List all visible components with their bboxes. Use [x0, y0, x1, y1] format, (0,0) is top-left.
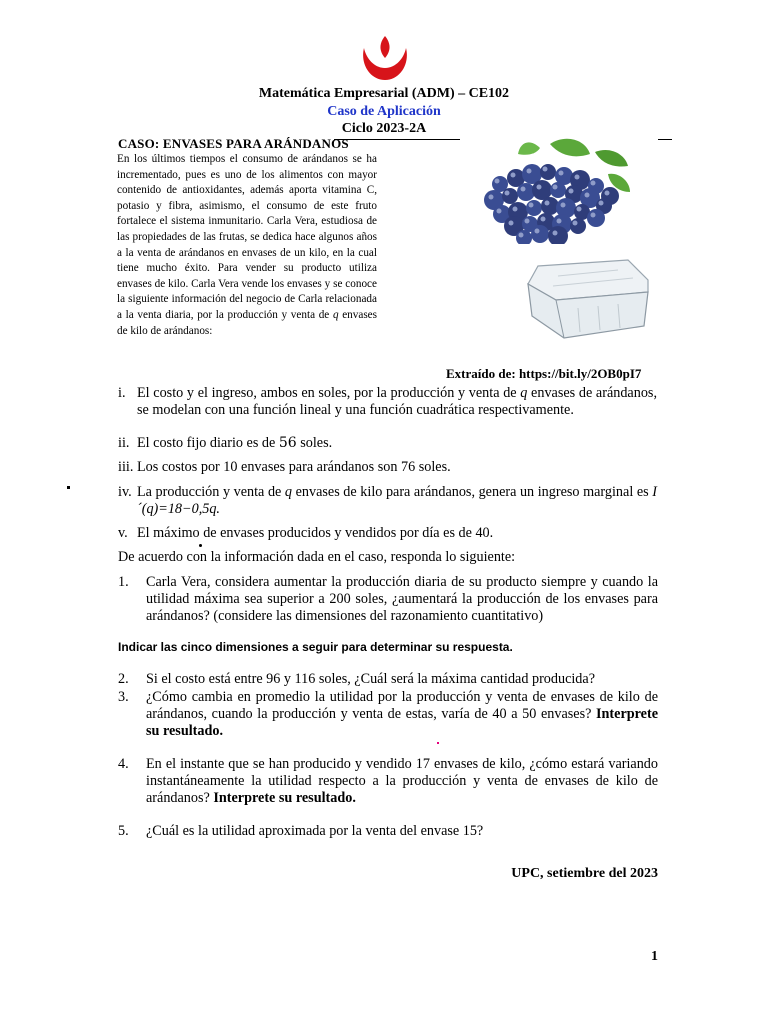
blueberry [526, 200, 542, 216]
blueberry-highlight [557, 219, 562, 224]
question-number: 1. [118, 574, 129, 590]
blueberry [531, 225, 549, 243]
footer-date: UPC, setiembre del 2023 [511, 866, 658, 881]
image-source: Extraído de: https://bit.ly/2OB0pI7 [446, 366, 642, 381]
blueberry [570, 218, 586, 234]
blueberry-highlight [577, 207, 582, 212]
condition-number: i. [118, 385, 126, 401]
blueberry [502, 188, 518, 204]
blueberry-highlight [585, 193, 590, 198]
marginal-revenue-formula: I ´(q)=18−0,5q. [137, 484, 657, 517]
blueberry-highlight [575, 175, 580, 180]
page-number: 1 [651, 949, 658, 964]
question-text: Si el costo está entre 96 y 116 soles, ¿Cuál será la máxima cantidad producida? [146, 671, 595, 687]
question-text: ¿Cómo cambia en promedio la utilidad por la producción y venta de envases de kilo de arándanos, cuando la producción y venta de estas, varía de 40 a 50 envases? Interprete su resultado. [146, 689, 658, 739]
dimensions-hint: Indicar las cinco dimensiones a seguir para determinar su respuesta. [118, 640, 513, 654]
case-description: En los últimos tiempos el consumo de arándanos se ha incrementado, pues es uno de los alimentos con mayor contenido de antioxidantes, además aporta vitamina C, potasio y fibra, asimismo, el consumo de este fruto fortalece el sistema inmunitario. Carla Vera, estudiosa de las propiedades de las frutas, se dedica hace algunos años a la venta de arándanos en envases de un kilo, en la cual tiene mucho éxito. Para vender su producto utiliza envases de kilo. Carla Vera vende los envases y se conoce la siguiente información del negocio de Carla relacionada a la venta diaria, por la producción y venta de q envases de kilo de arándanos: [117, 153, 377, 337]
blueberries-image [480, 134, 640, 244]
blueberry-highlight [545, 201, 550, 206]
blueberry-highlight [527, 169, 532, 174]
blueberry-highlight [525, 219, 530, 224]
blueberry-highlight [559, 171, 564, 176]
condition-number: v. [118, 525, 128, 541]
blueberry-highlight [535, 229, 540, 234]
blueberry-highlight [599, 201, 604, 206]
blueberry [587, 209, 605, 227]
stray-bullet [67, 486, 70, 489]
condition-text: El costo fijo diario es de 56 soles. [137, 435, 333, 451]
header-rule [334, 139, 460, 140]
question-text: ¿Cuál es la utilidad aproximada por la venta del envase 15? [146, 823, 484, 839]
blueberry-highlight [509, 221, 514, 226]
blueberry-highlight [553, 231, 558, 236]
blueberry-highlight [489, 195, 494, 200]
blueberry-highlight [541, 217, 546, 222]
blueberry-highlight [505, 191, 510, 196]
course-title: Matemática Empresarial (ADM) – CE102 [258, 86, 510, 101]
blueberry-highlight [543, 167, 548, 172]
condition-text: El máximo de envases producidos y vendidos por día es de 40. [137, 525, 494, 541]
upc-logo [358, 34, 412, 84]
blueberry-highlight [497, 209, 502, 214]
blueberry-highlight [591, 213, 596, 218]
condition-number: ii. [118, 435, 130, 451]
blueberry [540, 164, 556, 180]
blueberry-highlight [569, 189, 574, 194]
stray-dot [199, 544, 202, 547]
blueberry-highlight [591, 181, 596, 186]
question-text: Carla Vera, considera aumentar la producción diaria de su producto siempre y cuando la utilidad máxima sea superior a 200 soles, ¿aumentará la producción de los envases para arándanos? (considere las dimensiones del razonamiento cuantitativo) [146, 574, 658, 624]
blueberry-highlight [553, 185, 558, 190]
question-number: 3. [118, 689, 129, 705]
blueberry-highlight [495, 179, 500, 184]
blueberry-highlight [605, 191, 610, 196]
condition-number: iv. [118, 484, 132, 500]
blueberry-highlight [573, 221, 578, 226]
condition-text: Los costos por 10 envases para arándanos son 76 soles. [137, 459, 451, 475]
question-number: 2. [118, 671, 129, 687]
blueberry-highlight [561, 203, 566, 208]
question-text: En el instante que se han producido y vendido 17 envases de kilo, ¿cómo estará variando instantáneamente la utilidad respecto a la producción y venta de envases de kilo de arándanos? Interprete su resultado. [146, 756, 658, 806]
header-rule-right [658, 139, 672, 140]
questions-intro: De acuerdo con la información dada en el caso, responda lo siguiente: [118, 549, 516, 565]
document-subtitle: Caso de Aplicación [327, 104, 441, 119]
case-title: CASO: ENVASES PARA ARÁNDANOS [118, 136, 349, 151]
question-number: 4. [118, 756, 129, 772]
stray-dot-pink [437, 742, 439, 744]
question-number: 5. [118, 823, 129, 839]
blueberry-highlight [529, 203, 534, 208]
blueberry-highlight [519, 233, 524, 238]
blueberry-highlight [537, 185, 542, 190]
blueberry-highlight [513, 207, 518, 212]
plastic-container-image [498, 246, 674, 348]
condition-number: iii. [118, 459, 134, 475]
condition-text: El costo y el ingreso, ambos en soles, por la producción y venta de q envases de arándanos, se modelan con una función lineal y una función cuadrática respectivamente. [137, 385, 657, 418]
blueberry-highlight [511, 173, 516, 178]
blueberry [532, 180, 552, 200]
blueberry [550, 182, 566, 198]
blueberry-highlight [521, 187, 526, 192]
condition-text: La producción y venta de q envases de kilo para arándanos, genera un ingreso marginal es I ´(q)=18−0,5q. [137, 484, 657, 517]
cycle-label: Ciclo 2023-2A [341, 121, 427, 136]
